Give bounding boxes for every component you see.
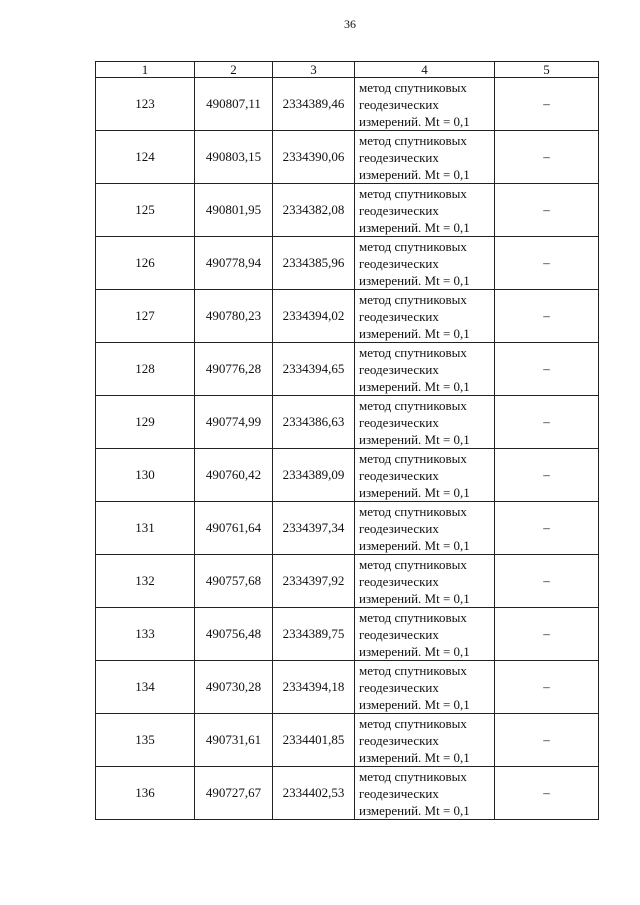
point-number-cell: 125 xyxy=(96,184,195,237)
note-cell: – xyxy=(495,449,599,502)
method-line: геодезических xyxy=(359,573,439,589)
method-cell xyxy=(355,608,495,661)
page-number: 36 xyxy=(344,17,356,31)
method-line: геодезических xyxy=(359,785,439,801)
point-number-cell: 135 xyxy=(96,714,195,767)
point-number-cell: 129 xyxy=(96,396,195,449)
method-line: метод спутниковых xyxy=(359,344,467,360)
method-line: метод спутниковых xyxy=(359,291,467,307)
y-coordinate-cell: 2334394,18 xyxy=(273,661,355,714)
note-cell: – xyxy=(495,184,599,237)
header-row xyxy=(96,62,599,78)
point-number-cell: 134 xyxy=(96,661,195,714)
method-line: метод спутниковых xyxy=(359,609,467,625)
method-line: измерений. Mt = 0,1 xyxy=(359,537,470,553)
method-line: геодезических xyxy=(359,679,439,695)
header-col-2: 2 xyxy=(195,62,273,78)
method-cell xyxy=(355,237,495,290)
method-line: геодезических xyxy=(359,626,439,642)
table-row xyxy=(96,608,599,661)
method-line: измерений. Mt = 0,1 xyxy=(359,590,470,606)
method-line: геодезических xyxy=(359,308,439,324)
note-cell: – xyxy=(495,290,599,343)
y-coordinate-cell: 2334389,46 xyxy=(273,78,355,131)
y-coordinate-cell: 2334382,08 xyxy=(273,184,355,237)
note-cell: – xyxy=(495,131,599,184)
method-line: метод спутниковых xyxy=(359,768,467,784)
note-cell: – xyxy=(495,396,599,449)
y-coordinate-cell: 2334401,85 xyxy=(273,714,355,767)
method-line: геодезических xyxy=(359,149,439,165)
table-row xyxy=(96,184,599,237)
method-line: геодезических xyxy=(359,361,439,377)
y-coordinate-cell: 2334397,92 xyxy=(273,555,355,608)
method-line: геодезических xyxy=(359,520,439,536)
method-cell xyxy=(355,184,495,237)
x-coordinate-cell: 490778,94 xyxy=(195,237,273,290)
method-line: измерений. Mt = 0,1 xyxy=(359,325,470,341)
table-row xyxy=(96,237,599,290)
method-line: измерений. Mt = 0,1 xyxy=(359,802,470,818)
x-coordinate-cell: 490731,61 xyxy=(195,714,273,767)
table-row xyxy=(96,290,599,343)
method-line: измерений. Mt = 0,1 xyxy=(359,166,470,182)
method-line: метод спутниковых xyxy=(359,662,467,678)
y-coordinate-cell: 2334402,53 xyxy=(273,767,355,820)
table-row xyxy=(96,502,599,555)
point-number-cell: 136 xyxy=(96,767,195,820)
method-line: метод спутниковых xyxy=(359,450,467,466)
table-row xyxy=(96,767,599,820)
header-col-5: 5 xyxy=(495,62,599,78)
table-row xyxy=(96,555,599,608)
table-header xyxy=(96,62,599,78)
table-row xyxy=(96,343,599,396)
method-line: геодезических xyxy=(359,202,439,218)
method-cell xyxy=(355,396,495,449)
note-cell: – xyxy=(495,502,599,555)
point-number-cell: 130 xyxy=(96,449,195,502)
x-coordinate-cell: 490807,11 xyxy=(195,78,273,131)
point-number-cell: 123 xyxy=(96,78,195,131)
method-cell xyxy=(355,714,495,767)
point-number-cell: 133 xyxy=(96,608,195,661)
y-coordinate-cell: 2334390,06 xyxy=(273,131,355,184)
note-cell: – xyxy=(495,237,599,290)
method-line: метод спутниковых xyxy=(359,79,467,95)
table-row xyxy=(96,449,599,502)
method-line: метод спутниковых xyxy=(359,185,467,201)
header-col-4: 4 xyxy=(355,62,495,78)
table-row xyxy=(96,714,599,767)
method-line: геодезических xyxy=(359,732,439,748)
method-line: измерений. Mt = 0,1 xyxy=(359,643,470,659)
note-cell: – xyxy=(495,767,599,820)
method-line: измерений. Mt = 0,1 xyxy=(359,431,470,447)
method-line: измерений. Mt = 0,1 xyxy=(359,484,470,500)
y-coordinate-cell: 2334389,09 xyxy=(273,449,355,502)
method-line: метод спутниковых xyxy=(359,397,467,413)
x-coordinate-cell: 490780,23 xyxy=(195,290,273,343)
table-body xyxy=(96,78,599,820)
x-coordinate-cell: 490757,68 xyxy=(195,555,273,608)
x-coordinate-cell: 490803,15 xyxy=(195,131,273,184)
y-coordinate-cell: 2334394,65 xyxy=(273,343,355,396)
point-number-cell: 128 xyxy=(96,343,195,396)
method-cell xyxy=(355,502,495,555)
method-line: метод спутниковых xyxy=(359,503,467,519)
method-cell xyxy=(355,78,495,131)
y-coordinate-cell: 2334394,02 xyxy=(273,290,355,343)
method-cell xyxy=(355,661,495,714)
method-line: геодезических xyxy=(359,255,439,271)
method-line: измерений. Mt = 0,1 xyxy=(359,749,470,765)
x-coordinate-cell: 490727,67 xyxy=(195,767,273,820)
method-line: измерений. Mt = 0,1 xyxy=(359,272,470,288)
y-coordinate-cell: 2334385,96 xyxy=(273,237,355,290)
y-coordinate-cell: 2334386,63 xyxy=(273,396,355,449)
method-line: геодезических xyxy=(359,96,439,112)
coordinates-table xyxy=(95,61,599,820)
header-col-1: 1 xyxy=(96,62,195,78)
method-line: метод спутниковых xyxy=(359,556,467,572)
method-cell xyxy=(355,131,495,184)
note-cell: – xyxy=(495,714,599,767)
point-number-cell: 132 xyxy=(96,555,195,608)
table-row xyxy=(96,78,599,131)
table-row xyxy=(96,661,599,714)
method-cell xyxy=(355,343,495,396)
x-coordinate-cell: 490761,64 xyxy=(195,502,273,555)
method-line: измерений. Mt = 0,1 xyxy=(359,696,470,712)
point-number-cell: 126 xyxy=(96,237,195,290)
point-number-cell: 127 xyxy=(96,290,195,343)
table-row xyxy=(96,131,599,184)
x-coordinate-cell: 490776,28 xyxy=(195,343,273,396)
x-coordinate-cell: 490730,28 xyxy=(195,661,273,714)
method-line: измерений. Mt = 0,1 xyxy=(359,378,470,394)
note-cell: – xyxy=(495,555,599,608)
method-cell xyxy=(355,449,495,502)
point-number-cell: 131 xyxy=(96,502,195,555)
point-number-cell: 124 xyxy=(96,131,195,184)
method-line: геодезических xyxy=(359,414,439,430)
method-line: геодезических xyxy=(359,467,439,483)
method-cell xyxy=(355,555,495,608)
method-line: измерений. Mt = 0,1 xyxy=(359,219,470,235)
note-cell: – xyxy=(495,661,599,714)
method-line: метод спутниковых xyxy=(359,238,467,254)
method-line: измерений. Mt = 0,1 xyxy=(359,113,470,129)
method-cell xyxy=(355,767,495,820)
note-cell: – xyxy=(495,343,599,396)
method-line: метод спутниковых xyxy=(359,132,467,148)
header-col-3: 3 xyxy=(273,62,355,78)
note-cell: – xyxy=(495,608,599,661)
table-row xyxy=(96,396,599,449)
y-coordinate-cell: 2334397,34 xyxy=(273,502,355,555)
note-cell: – xyxy=(495,78,599,131)
x-coordinate-cell: 490756,48 xyxy=(195,608,273,661)
method-line: метод спутниковых xyxy=(359,715,467,731)
y-coordinate-cell: 2334389,75 xyxy=(273,608,355,661)
x-coordinate-cell: 490774,99 xyxy=(195,396,273,449)
x-coordinate-cell: 490760,42 xyxy=(195,449,273,502)
method-cell xyxy=(355,290,495,343)
x-coordinate-cell: 490801,95 xyxy=(195,184,273,237)
